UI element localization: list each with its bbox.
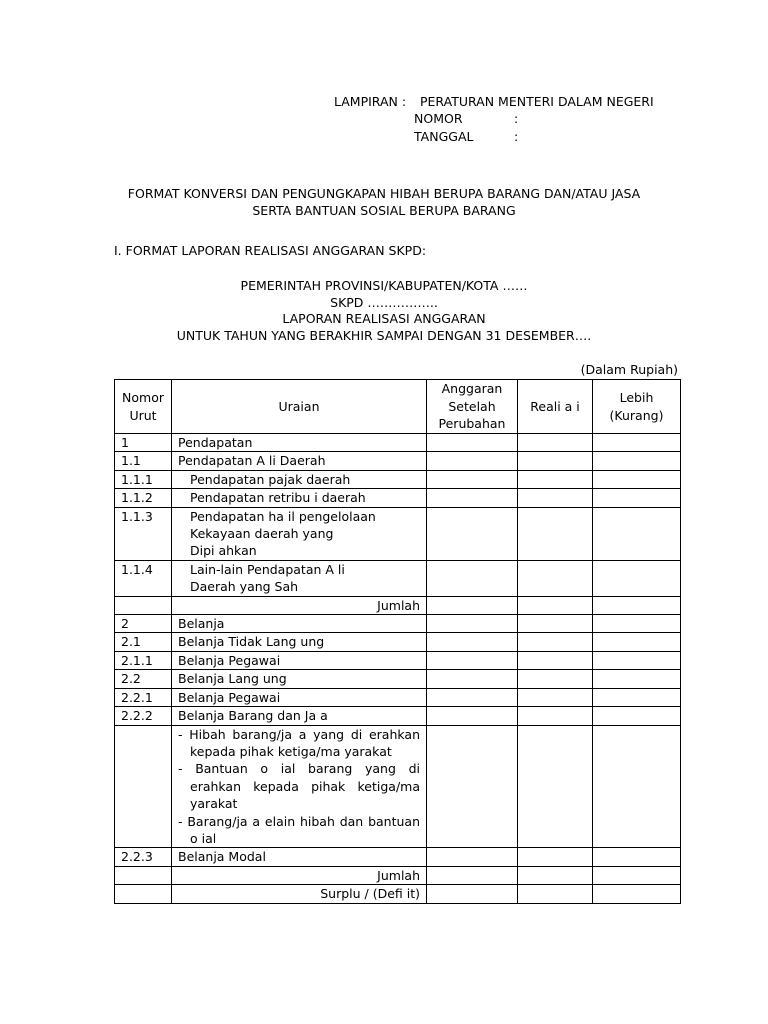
table-row-surplus — [115, 885, 681, 903]
row-number — [115, 866, 172, 884]
table-row-total — [115, 866, 681, 884]
header-lebih-line1: Lebih — [619, 390, 654, 406]
cell-realisasi — [518, 725, 593, 848]
header-lebih-line2: (Kurang) — [609, 407, 664, 423]
table-row — [115, 670, 681, 688]
table-row — [115, 507, 681, 560]
cell-anggaran — [427, 670, 518, 688]
cell-realisasi — [518, 560, 593, 596]
cell-lebih — [593, 707, 681, 725]
cell-realisasi — [518, 615, 593, 633]
table-row — [115, 434, 681, 452]
cell-anggaran — [427, 560, 518, 596]
cell-lebih — [593, 489, 681, 507]
report-header-line4: UNTUK TAHUN YANG BERAKHIR SAMPAI DENGAN 31 DESEMBER…. — [176, 328, 592, 343]
row-description: Belanja Pegawai — [172, 688, 427, 706]
row-number: 2.1 — [115, 633, 172, 651]
row-number: 2.2.2 — [115, 707, 172, 725]
report-header-line3: LAPORAN REALISASI ANGGARAN — [282, 311, 486, 326]
row-number: 1.1.2 — [115, 489, 172, 507]
cell-anggaran — [427, 434, 518, 452]
nomor-colon: : — [514, 111, 519, 126]
cell-anggaran — [427, 651, 518, 669]
row-description-line: Kekayaan daerah yang — [190, 526, 334, 542]
cell-anggaran — [427, 596, 518, 614]
header-anggaran — [427, 380, 518, 434]
row-description: Belanja Barang dan Ja a — [172, 707, 427, 725]
cell-realisasi — [518, 670, 593, 688]
cell-lebih — [593, 688, 681, 706]
header-anggaran-line3: Perubahan — [438, 416, 506, 432]
cell-realisasi — [518, 651, 593, 669]
table-row — [115, 651, 681, 669]
cell-lebih — [593, 452, 681, 470]
row-description — [172, 725, 427, 848]
lampiran-label: LAMPIRAN : — [334, 94, 407, 109]
cell-realisasi — [518, 866, 593, 884]
cell-realisasi — [518, 596, 593, 614]
row-number — [115, 885, 172, 903]
table-row-bullets — [115, 725, 681, 848]
cell-lebih — [593, 866, 681, 884]
cell-lebih — [593, 507, 681, 560]
header-uraian: Uraian — [172, 380, 427, 434]
row-description-line: Lain-lain Pendapatan A li — [190, 561, 345, 577]
cell-anggaran — [427, 866, 518, 884]
cell-anggaran — [427, 688, 518, 706]
row-description — [172, 560, 427, 596]
cell-realisasi — [518, 848, 593, 866]
cell-realisasi — [518, 688, 593, 706]
row-description: Belanja Pegawai — [172, 651, 427, 669]
row-number: 1.1 — [115, 452, 172, 470]
table-row — [115, 452, 681, 470]
table-row — [115, 560, 681, 596]
table-row — [115, 633, 681, 651]
cell-anggaran — [427, 848, 518, 866]
cell-lebih — [593, 633, 681, 651]
row-description: Belanja Modal — [172, 848, 427, 866]
cell-lebih — [593, 615, 681, 633]
cell-realisasi — [518, 489, 593, 507]
cell-lebih — [593, 885, 681, 903]
lampiran-regulation: PERATURAN MENTERI DALAM NEGERI — [420, 94, 654, 109]
row-description: Pendapatan — [172, 434, 427, 452]
row-description: Pendapatan A li Daerah — [172, 452, 427, 470]
cell-lebih — [593, 670, 681, 688]
row-number: 1.1.1 — [115, 470, 172, 488]
row-number: 2.1.1 — [115, 651, 172, 669]
cell-lebih — [593, 725, 681, 848]
header-lebih-kurang — [593, 380, 681, 434]
row-number: 1 — [115, 434, 172, 452]
cell-lebih — [593, 651, 681, 669]
table-row — [115, 470, 681, 488]
row-number — [115, 725, 172, 848]
total-label: Jumlah — [172, 866, 427, 884]
tanggal-label: TANGGAL — [414, 129, 474, 144]
bullet-item: - Hibah barang/ja a yang di erahkan kepada pihak ketiga/ma yarakat — [178, 726, 420, 759]
row-description: Belanja Tidak Lang ung — [172, 633, 427, 651]
total-label: Jumlah — [172, 596, 427, 614]
cell-realisasi — [518, 885, 593, 903]
row-description: Pendapatan pajak daerah — [172, 470, 427, 488]
table-header-row — [115, 380, 681, 434]
surplus-label: Surplu / (Defi it) — [172, 885, 427, 903]
cell-anggaran — [427, 489, 518, 507]
cell-realisasi — [518, 434, 593, 452]
cell-anggaran — [427, 452, 518, 470]
nomor-label: NOMOR — [414, 111, 463, 126]
section-heading: I. FORMAT LAPORAN REALISASI ANGGARAN SKPD: — [114, 243, 427, 258]
header-nomor-urut — [115, 380, 172, 434]
row-description: Belanja — [172, 615, 427, 633]
header-nomor-line1: Nomor — [122, 390, 164, 406]
row-description: Pendapatan retribu i daerah — [172, 489, 427, 507]
cell-lebih — [593, 470, 681, 488]
row-description-line: Pendapatan ha il pengelolaan — [190, 508, 376, 524]
header-anggaran-line2: Setelah — [448, 398, 496, 414]
row-number: 2.2.3 — [115, 848, 172, 866]
bullet-item: - Barang/ja a elain hibah dan bantuan o ial — [178, 813, 420, 846]
row-number: 2.2 — [115, 670, 172, 688]
table-row — [115, 489, 681, 507]
document-title-line2: SERTA BANTUAN SOSIAL BERUPA BARANG — [252, 203, 516, 218]
table-row-total — [115, 596, 681, 614]
row-number — [115, 596, 172, 614]
header-nomor-line2: Urut — [129, 407, 157, 423]
header-realisasi: Reali a i — [518, 380, 593, 434]
table-row — [115, 615, 681, 633]
row-number: 2 — [115, 615, 172, 633]
cell-lebih — [593, 434, 681, 452]
table-row — [115, 707, 681, 725]
cell-anggaran — [427, 470, 518, 488]
cell-anggaran — [427, 707, 518, 725]
cell-realisasi — [518, 507, 593, 560]
cell-anggaran — [427, 725, 518, 848]
cell-realisasi — [518, 452, 593, 470]
header-anggaran-line1: Anggaran — [441, 381, 503, 397]
unit-note: (Dalam Rupiah) — [580, 362, 678, 377]
cell-lebih — [593, 560, 681, 596]
cell-anggaran — [427, 615, 518, 633]
row-description-line: Dipi ahkan — [190, 543, 257, 559]
report-table — [114, 379, 681, 904]
row-description — [172, 507, 427, 560]
cell-realisasi — [518, 707, 593, 725]
bullet-item: - Bantuan o ial barang yang di erahkan kepada pihak ketiga/ma yarakat — [178, 761, 420, 812]
row-number: 1.1.3 — [115, 507, 172, 560]
document-title-line1: FORMAT KONVERSI DAN PENGUNGKAPAN HIBAH BERUPA BARANG DAN/ATAU JASA — [127, 186, 641, 201]
cell-realisasi — [518, 470, 593, 488]
row-number: 2.2.1 — [115, 688, 172, 706]
tanggal-colon: : — [514, 129, 519, 144]
report-header-line1: PEMERINTAH PROVINSI/KABUPATEN/KOTA …… — [240, 278, 528, 293]
table-row — [115, 688, 681, 706]
cell-anggaran — [427, 633, 518, 651]
cell-realisasi — [518, 633, 593, 651]
row-number: 1.1.4 — [115, 560, 172, 596]
cell-lebih — [593, 596, 681, 614]
cell-anggaran — [427, 507, 518, 560]
row-description: Belanja Lang ung — [172, 670, 427, 688]
report-header-line2: SKPD …………….. — [330, 295, 438, 310]
row-description-line: Daerah yang Sah — [190, 579, 299, 595]
table-row — [115, 848, 681, 866]
cell-anggaran — [427, 885, 518, 903]
cell-lebih — [593, 848, 681, 866]
